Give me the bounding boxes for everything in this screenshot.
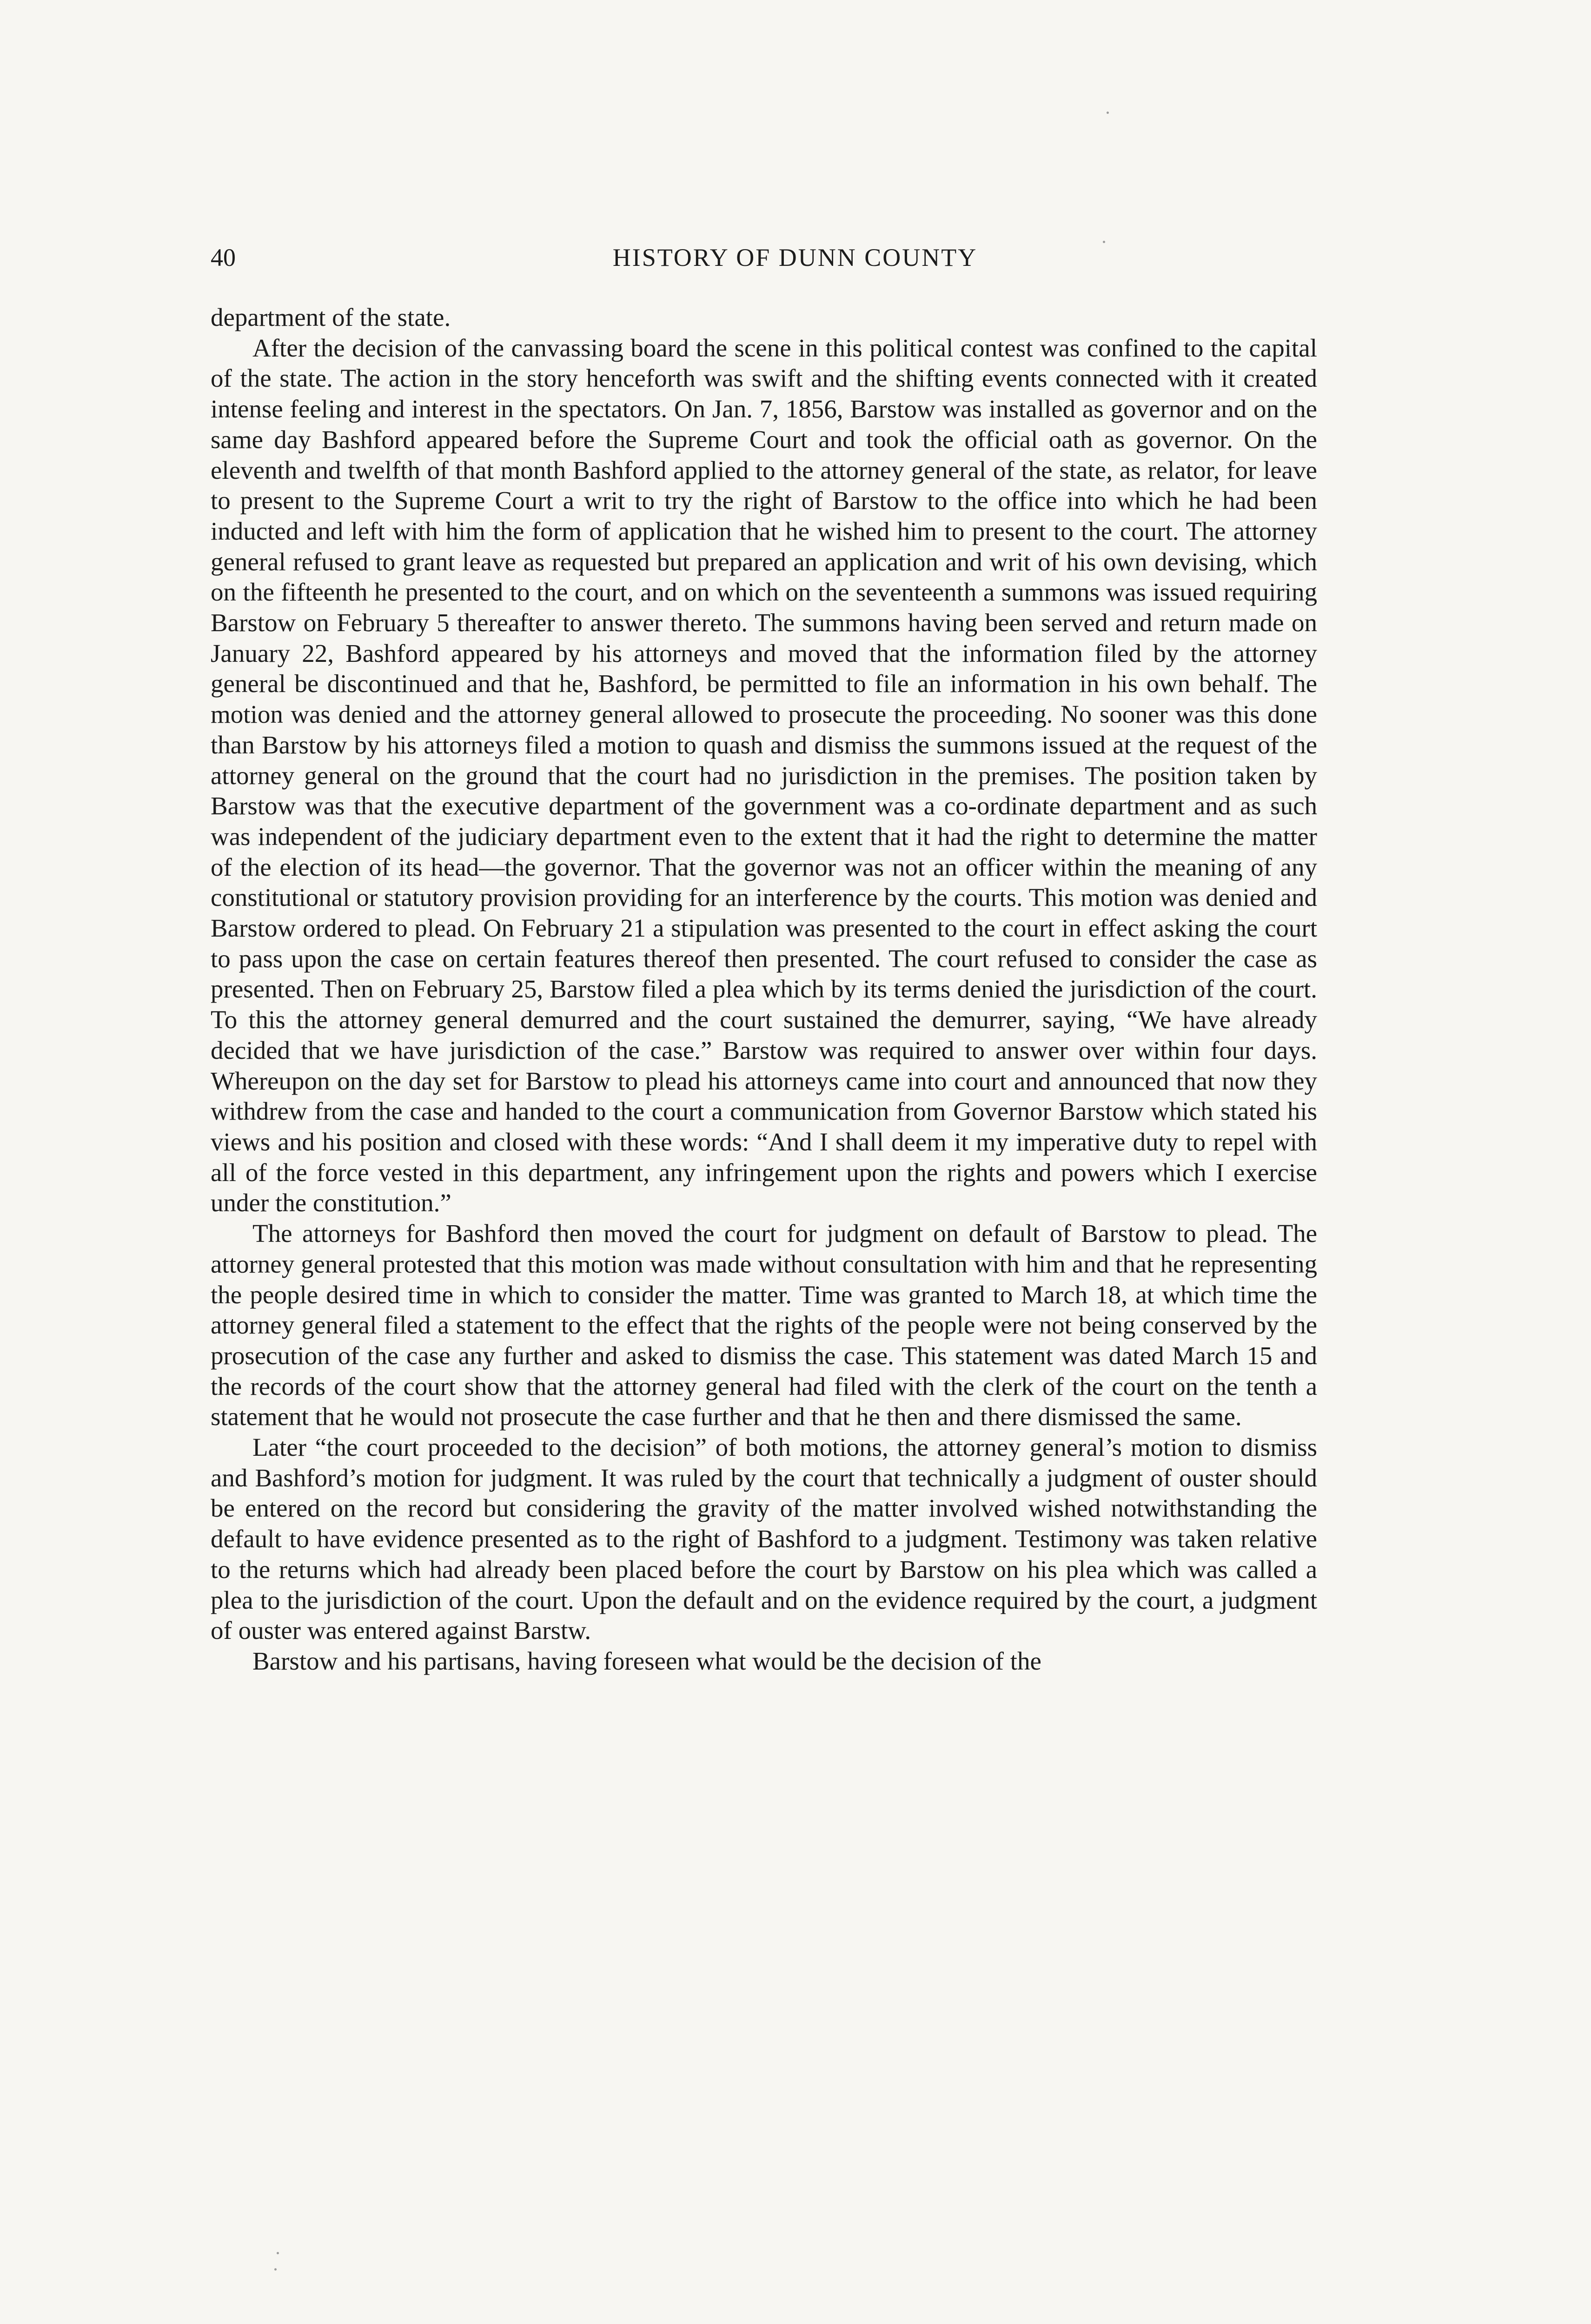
paragraph-5: Barstow and his partisans, having foreseen what would be the decision of the	[252, 1646, 1041, 1675]
scan-speck	[274, 2268, 277, 2271]
paragraph-1: department of the state.	[211, 303, 451, 331]
running-head: HISTORY OF DUNN COUNTY	[612, 244, 978, 271]
paragraph-3: The attorneys for Bashford then moved the court for judgment on default of Barstow to plead. The attorney general protested that this motion was made without consultation with him and that he representing the people desired time in which to consider the matter. Time was granted to March 18, at which time the attorney general filed a statement to the effect that the rights of the people were not being conserved by the prosecution of the case any further and asked to dismiss the case. This statement was dated March 15 and the records of the court show that the attorney general had filed with the clerk of the court on the tenth a statement that he would not prosecute the case further and that he then and there dismissed the same.	[211, 1219, 1317, 1431]
scan-speck	[277, 2252, 279, 2254]
scan-speck	[1103, 241, 1105, 243]
scan-speck	[1107, 112, 1109, 114]
body-text	[211, 302, 1317, 1677]
page-number: 40	[211, 244, 236, 271]
paragraph-4: Later “the court proceeded to the decision” of both motions, the attorney general’s motion to dismiss and Bashford’s motion for judgment. It was ruled by the court that technically a judgment of ouster should be entered on the record but considering the gravity of the matter involved wished notwithstanding the default to have evidence presented as to the right of Bashford to a judgment. Testimony was taken relative to the returns which had already been placed before the court by Barstow on his plea which was called a plea to the jurisdiction of the court. Upon the default and on the evidence required by the court, a judgment of ouster was entered against Barstw.	[211, 1433, 1317, 1645]
paragraph-2: After the decision of the canvassing board the scene in this political contest was confined to the capital of the state. The action in the story henceforth was swift and the shifting events connected with it created intense feeling and interest in the spectators. On Jan. 7, 1856, Barstow was installed as governor and on the same day Bashford appeared before the Supreme Court and took the official oath as governor. On the eleventh and twelfth of that month Bashford applied to the attorney general of the state, as relator, for leave to present to the Supreme Court a writ to try the right of Barstow to the office into which he had been inducted and left with him the form of application that he wished him to present to the court. The attorney general refused to grant leave as requested but prepared an application and writ of his own devising, which on the fifteenth he presented to the court, and on which on the seventeenth a summons was issued requiring Barstow on February 5 thereafter to answer thereto. The summons having been served and return made on January 22, Bashford appeared by his attorneys and moved that the information filed by the attorney general be discontinued and that he, Bashford, be permitted to file an information in his own behalf. The motion was denied and the attorney general allowed to prosecute the proceeding. No sooner was this done than Barstow by his attorneys filed a motion to quash and dismiss the summons issued at the request of the attorney general on the ground that the court had no jurisdiction in the premises. The position taken by Barstow was that the executive department of the government was a co-ordinate department and as such was independent of the judiciary department even to the extent that it had the right to determine the matter of the election of its head—the governor. That the governor was not an officer within the meaning of any constitutional or statutory provision providing for an interference by the courts. This motion was denied and Barstow ordered to plead. On February 21 a stipulation was presented to the court in effect asking the court to pass upon the case on certain features thereof then presented. The court refused to consider the case as presented. Then on February 25, Barstow filed a plea which by its terms denied the jurisdiction of the court. To this the attorney general demurred and the court sustained the demurrer, saying, “We have already decided that we have jurisdiction of the case.” Barstow was required to answer over within four days. Whereupon on the day set for Barstow to plead his attorneys came into court and announced that now they withdrew from the case and handed to the court a communication from Governor Barstow which stated his views and his position and closed with these words: “And I shall deem it my imperative duty to repel with all of the force vested in this department, any infringement upon the rights and powers which I exercise under the constitution.”	[211, 333, 1317, 1217]
